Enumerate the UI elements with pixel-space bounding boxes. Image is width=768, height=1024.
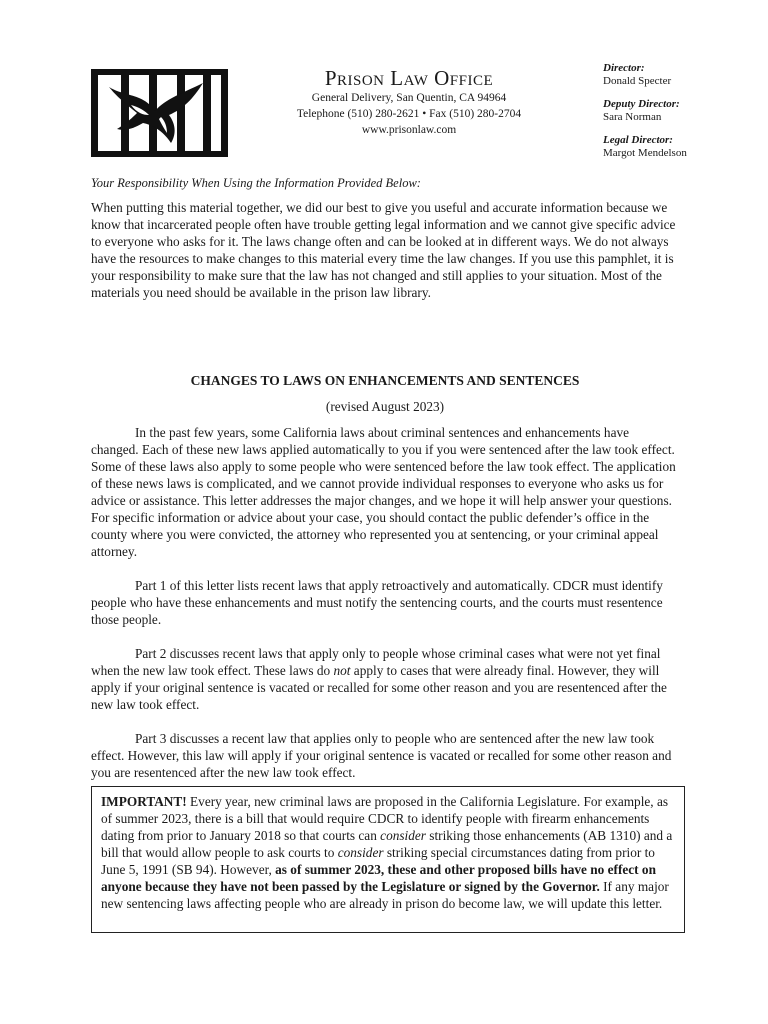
text-run: Every year, new criminal laws are proposed in the California Legislature. For example, as of summer 2023, there is a bill that would require CDCR to identify people with firearm enhancements dating from prior to January 2018 so that courts can bbox=[101, 794, 669, 843]
bold-warning: as of summer 2023, these and other proposed bills have no effect on anyone because they have not been passed by the Legislature or signed by the Governor. bbox=[101, 862, 656, 894]
website-link[interactable]: www.prisonlaw.com bbox=[361, 124, 457, 136]
document-title: CHANGES TO LAWS ON ENHANCEMENTS AND SENTENCES bbox=[190, 373, 580, 388]
staff-name: Margot Mendelson bbox=[603, 147, 687, 159]
text-run: Part 2 discusses recent laws that apply only to people whose criminal cases what were not yet final when the new law took effect. These laws do bbox=[91, 646, 661, 678]
paragraph-part-3: Part 3 discusses a recent law that applies only to people who are sentenced after the new law took effect. However, this law will apply if your original sentence is vacated or recalled for some other reason and you are resentenced after the new law took effect. bbox=[91, 731, 672, 780]
staff-deputy-director bbox=[603, 98, 753, 124]
text-run: If any major new sentencing laws affecting people who are already in prison do become law, we will update this letter. bbox=[101, 879, 669, 911]
paragraph-part-2 bbox=[91, 645, 679, 713]
important-notice-text bbox=[101, 793, 674, 912]
staff-legal-director bbox=[603, 134, 753, 160]
staff-name: Donald Specter bbox=[603, 75, 672, 87]
bird-and-bars-icon bbox=[91, 69, 228, 157]
emphasis-consider: consider bbox=[337, 845, 384, 860]
organization-name: Prison Law Office bbox=[324, 66, 494, 90]
responsibility-text: When putting this material together, we did our best to give you useful and accurate information because we know that incarcerated people often have trouble getting legal information and we cannot give specific advice to everyone who asks for it. The laws change often and can be looked at in different ways. We do not always have the resources to make changes to this material every time the law changes. If you use this pamphlet, it is your responsibility to make sure that the law has not changed and still applies to your situation. Most of the materials you need should be available in the prison law library. bbox=[91, 200, 676, 300]
important-label: IMPORTANT! bbox=[101, 794, 187, 809]
letterhead bbox=[250, 66, 568, 138]
document-body bbox=[91, 424, 679, 798]
staff-name: Sara Norman bbox=[603, 111, 662, 123]
text-run: striking those enhancements (AB 1310) and a bill that would allow people to ask courts to bbox=[101, 828, 673, 860]
paragraph-intro: In the past few years, some California laws about criminal sentences and enhancements have changed. Each of these new laws applied automatically to you if you were sentenced after the law took effect. Some of these laws also apply to some people who were sentenced before the law took effect. The application of these news laws is complicated, and we cannot provide individual responses to everyone who asks us for advice or assistance. This letter addresses the major changes, and we hope it will help answer your questions. For specific information or advice about your case, you should contact the public defender’s office in the county where you were convicted, the attorney who represented you at sentencing, or your criminal appeal attorney. bbox=[91, 425, 676, 559]
staff-role: Director: bbox=[603, 62, 645, 74]
emphasis-consider: consider bbox=[380, 828, 426, 843]
responsibility-heading: Your Responsibility When Using the Information Provided Below: bbox=[91, 176, 421, 190]
office-address: General Delivery, San Quentin, CA 94964 bbox=[311, 92, 507, 104]
emphasis-not: not bbox=[333, 663, 351, 678]
staff-director bbox=[603, 62, 753, 88]
prison-law-office-logo bbox=[91, 69, 228, 157]
text-run: apply to cases that were already final. However, they will apply if your original sentence is vacated or recalled for some other reason and you are resentenced after the new law took effect. bbox=[91, 663, 667, 712]
important-notice-box bbox=[91, 786, 685, 933]
phone-fax-line: Telephone (510) 280-2621 • Fax (510) 280-2704 bbox=[296, 108, 522, 120]
staff-list bbox=[603, 62, 753, 170]
paragraph-part-1: Part 1 of this letter lists recent laws that apply retroactively and automatically. CDCR must identify people who have these enhancements and must notify the sentencing courts, and the courts must resentence those people. bbox=[91, 578, 663, 627]
text-run: striking special circumstances dating from prior to June 5, 1991 (SB 94). However, bbox=[101, 845, 655, 877]
staff-role: Legal Director: bbox=[603, 134, 673, 146]
document-subtitle: (revised August 2023) bbox=[325, 399, 445, 414]
staff-role: Deputy Director: bbox=[603, 98, 680, 110]
